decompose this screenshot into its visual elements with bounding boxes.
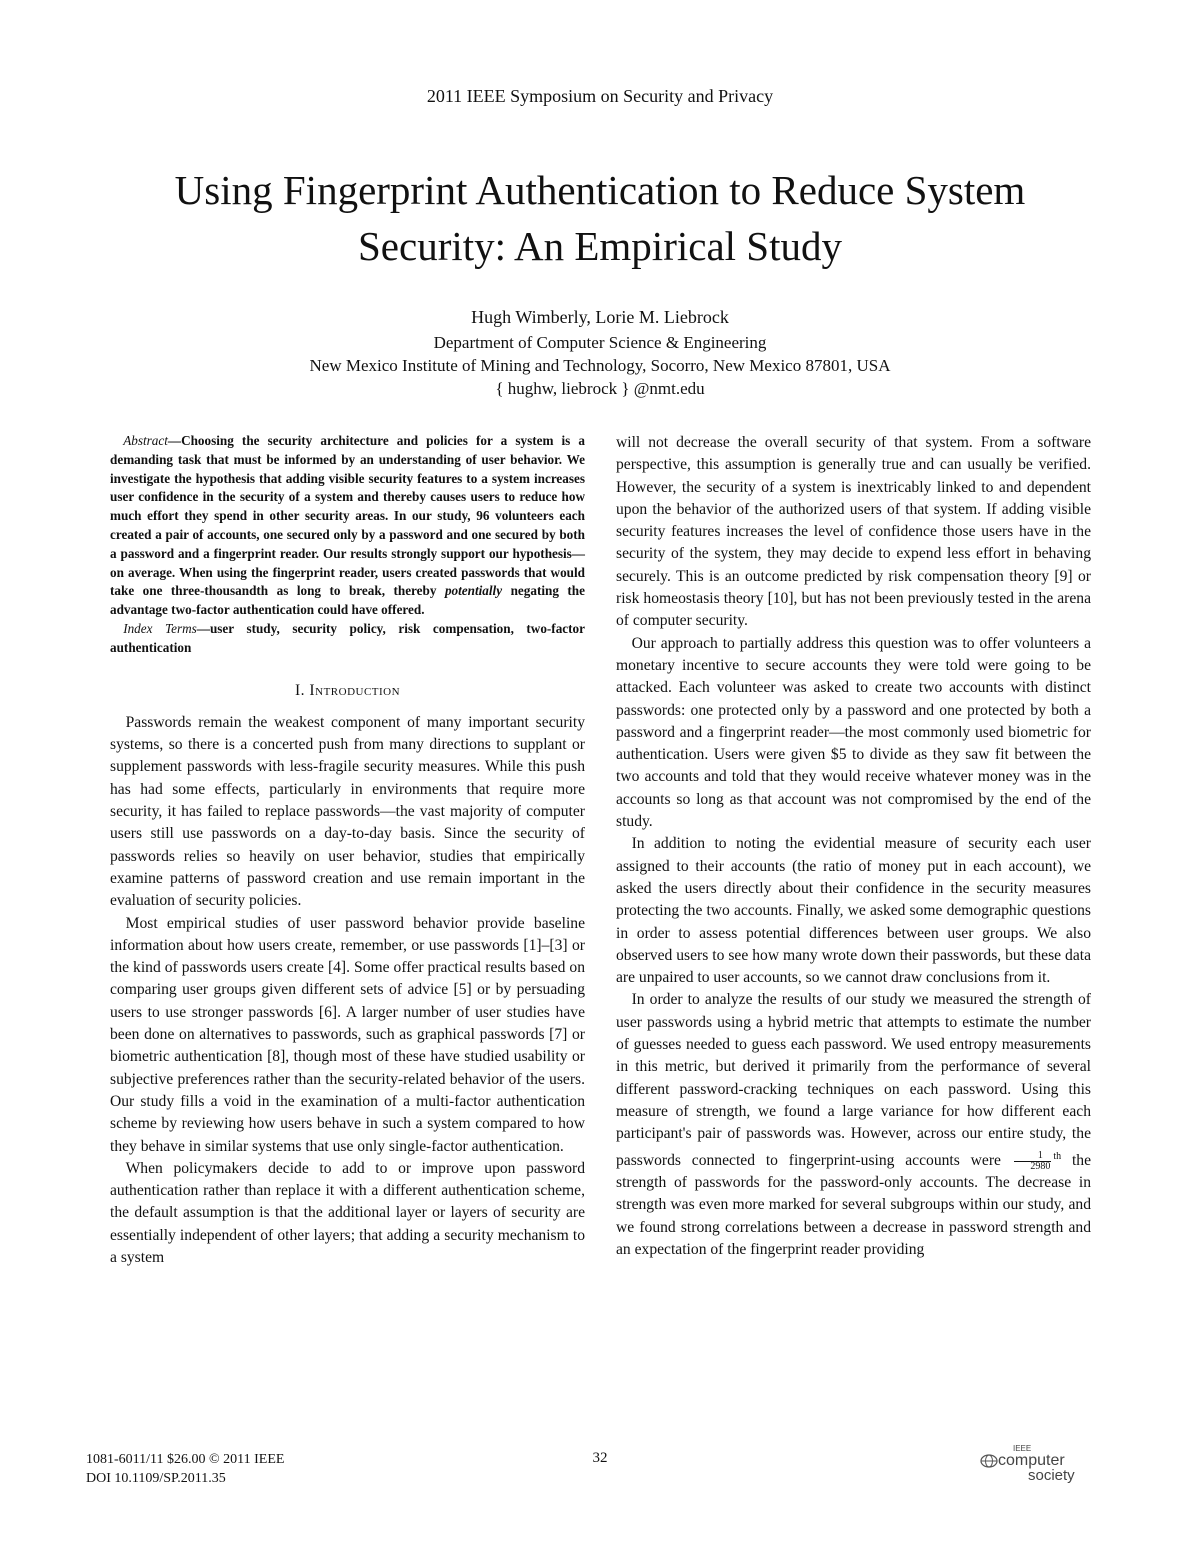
logo-society-text: society (1028, 1467, 1075, 1484)
abstract-lead: Abstract (123, 433, 168, 448)
globe-icon (980, 1454, 998, 1468)
intro-paragraph-3: When policymakers decide to add to or improve upon password authentication rather than replace it with a different authentication scheme, the default assumption is that the additional layer or layers of security are essentially independent of other layers; that adding a security mechanism to a system (110, 1159, 585, 1266)
abstract (110, 432, 585, 620)
logo-ieee-text: IEEE (1013, 1444, 1032, 1453)
author-block (0, 306, 1200, 400)
abstract-text-1: —Choosing the security architecture and policies for a system is a demanding task that must be informed by an understanding of user behavior. We investigate the hypothesis that adding visible security features to a system increases user confidence in the security of a system and thereby causes users to reduce how much effort they spend in other security areas. In our study, 96 volunteers each created a pair of accounts, one secured only by a password and one secured by both a password and a fingerprint reader. Our results strongly support our hypothesis—on average. When using the fingerprint reader, users created passwords that would take one three-thousandth as long to break, thereby (110, 433, 585, 599)
abstract-text-2: negating the advantage two-factor authentication could have offered. (110, 583, 585, 618)
intro-paragraph-2: Most empirical studies of user password behavior provide baseline information about how users create, remember, or use passwords [1]–[3] or the kind of passwords users create [4]. Some offer practical results based on comparing user groups given different sets of advice [5] or by persuading users to use stronger passwords [6]. A larger number of user studies have been done on alternatives to passwords, such as graphical passwords [7] or biometric authentication [8], though most of these have studied usability or subjective preferences rather than the security-related behavior of the users. Our study fills a void in the examination of a multi-factor authentication scheme by reviewing how users behave in such a system compared to how they behave in similar systems that use only single-factor authentication. (110, 914, 585, 1155)
right-paragraph-3 (616, 989, 1091, 1261)
footer-doi: DOI 10.1109/SP.2011.35 (86, 1471, 226, 1486)
abstract-emphasis: potentially (444, 583, 503, 599)
section-heading: I. Introduction (294, 681, 401, 699)
fraction-superscript: th (1053, 1150, 1062, 1162)
index-terms-text: —user study, security policy, risk compensation, two-factor authentication (110, 620, 585, 655)
author-department: Department of Computer Science & Engineering (433, 333, 767, 352)
venue-header: 2011 IEEE Symposium on Security and Privacy (426, 86, 774, 106)
ieee-computer-society-logo (980, 1444, 1090, 1488)
author-email: { hughw, liebrock } @nmt.edu (495, 379, 705, 398)
strength-fraction (1014, 1151, 1052, 1172)
right-paragraph-continued: will not decrease the overall security of that system. From a software perspective, this assumption is generally true and can usually be verified. However, the security of a system is inextricably linked to and dependent upon the behavior of the authorized users of that system. If adding visible security features increases the level of confidence those users have in the security of the system, they may decide to expend less effort in behaving securely. This is an outcome predicted by risk compensation theory [9] or risk homeostasis theory [10], but has not been previously tested in the arena of computer security. (616, 434, 1091, 630)
intro-paragraph-1: Passwords remain the weakest component of many important security systems, so there is a concerted push from many directions to supplant or supplement passwords with less-fragile security measures. While this push has had some effects, particularly in environments that require more security, it has failed to replace passwords—the vast majority of computer users still use passwords on a day-to-day basis. Since the security of passwords relies so heavily on user behavior, studies that empirically examine patterns of password creation and use remain important in the evaluation of security policies. (110, 713, 585, 910)
right-column (616, 432, 1091, 1261)
fraction-denominator: 2980 (1030, 1160, 1051, 1172)
paper-title: Using Fingerprint Authentication to Reduce System Security: An Empirical Study (174, 167, 1026, 269)
footer-citation (86, 1450, 284, 1488)
right-paragraph-3-b: the strength of passwords for the password-only accounts. The decrease in strength was even more marked for several subgroups within our study, and we found strong correlations between a decrease in password strength and an expectation of the fingerprint reader providing (616, 1151, 1091, 1258)
left-column (110, 432, 585, 1269)
right-paragraph-2: In addition to noting the evidential measure of security each user assigned to their accounts (the ratio of money put in each account), we asked the users directly about their confidence in the security measures protecting the two accounts. Finally, we asked some demographic questions in order to assess potential differences between user groups. We also observed users to see how many wrote down their passwords, but these data are unpaired to user accounts, so we cannot draw conclusions from it. (616, 835, 1091, 987)
index-terms (110, 620, 585, 658)
fraction-numerator: 1 (1014, 1151, 1052, 1162)
right-paragraph-3-a: In order to analyze the results of our study we measured the strength of user passwords using a hybrid metric that attempts to estimate the number of guesses needed to guess each password. We used entropy measurements in this metric, but derived it primarily from the performance of several different password-cracking techniques on each password. Using this measure of strength, we found a large variance for how different each participant's pair of passwords was. However, across our entire study, the passwords connected to fingerprint-using accounts were (616, 991, 1091, 1169)
page-number: 32 (592, 1450, 608, 1466)
logo-computer-text: computer (998, 1452, 1065, 1469)
index-terms-lead: Index Terms (123, 620, 197, 636)
right-paragraph-1: Our approach to partially address this question was to offer volunteers a monetary incentive to secure accounts they were told were going to be attacked. Each volunteer was asked to create two accounts with distinct passwords: one protected only by a password and one protected by both a password and a fingerprint reader—the most commonly used biometric for authentication. Users were given $5 to divide as they saw fit between the two accounts and told that they would receive whatever money was in the accounts so long as that account was not compromised by the end of the study. (616, 634, 1091, 831)
author-institution: New Mexico Institute of Mining and Technology, Socorro, New Mexico 87801, USA (309, 356, 891, 375)
footer-issn: 1081-6011/11 $26.00 © 2011 IEEE (86, 1452, 285, 1467)
author-names: Hugh Wimberly, Lorie M. Liebrock (471, 307, 729, 327)
